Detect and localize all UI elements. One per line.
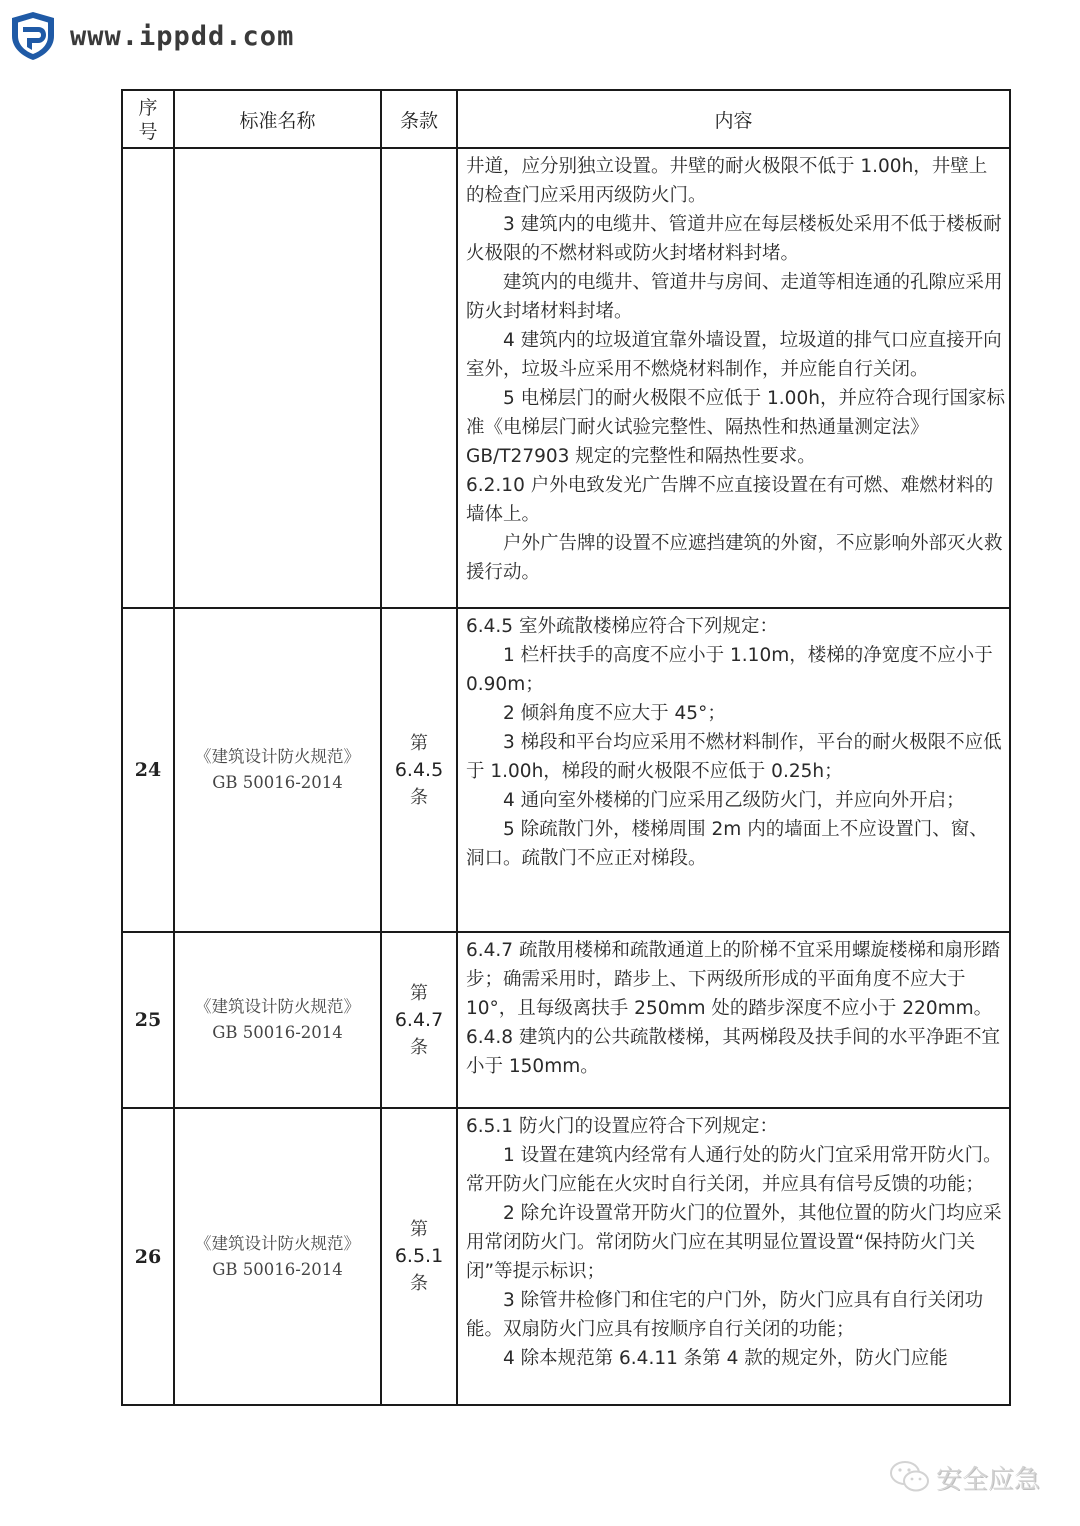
clause-suffix: 条 <box>410 1273 428 1294</box>
content-paragraph: 6.4.5 室外疏散楼梯应符合下列规定： <box>466 616 778 637</box>
header-serial-line2: 号 <box>138 121 158 143</box>
cell-serial-number: 24 <box>122 608 174 932</box>
content-paragraph: 2 倾斜角度不应大于 45°； <box>503 703 726 724</box>
table-row-26 <box>122 1108 1010 1405</box>
standard-title: 《建筑设计防火规范》 <box>195 997 360 1016</box>
clause-number: 6.5.1 <box>394 1245 444 1267</box>
header-content: 内容 <box>457 90 1010 148</box>
cell-clause <box>381 1108 457 1405</box>
header-standard-name: 标准名称 <box>174 90 381 148</box>
wechat-icon <box>888 1458 932 1496</box>
clause-prefix: 第 <box>410 732 428 754</box>
clause-prefix: 第 <box>410 1219 428 1240</box>
content-paragraph: 井道，应分别独立设置。井壁的耐火极限不低于 1.00h，井壁上的检查门应采用丙级防火门。 <box>466 156 988 206</box>
standard-title: 《建筑设计防火规范》 <box>195 1233 360 1253</box>
content-paragraph: 2 除允许设置常开防火门的位置外，其他位置的防火门均应采用常闭防火门。常闭防火门应在其明显位置设置“保持防火门关闭”等提示标识； <box>466 1203 1002 1282</box>
cell-serial-number: 25 <box>122 932 174 1108</box>
cell-clause <box>381 932 457 1108</box>
table-row-continued <box>122 148 1010 608</box>
clause-number: 6.4.5 <box>394 758 444 781</box>
standard-code: GB 50016-2014 <box>212 773 343 792</box>
cell-content <box>457 932 1010 1108</box>
table-row-25 <box>122 932 1010 1108</box>
cell-standard-name <box>174 1108 381 1405</box>
watermark-text: 安全应急 <box>936 1464 1041 1495</box>
header-serial-line1: 序 <box>138 97 158 119</box>
content-paragraph: 5 电梯层门的耐火极限不应低于 1.00h，并应符合现行国家标准《电梯层门耐火试验完整性、隔热性和热通量测定法》GB/T27903 规定的完整性和隔热性要求。 <box>466 388 1005 467</box>
cell-serial-number: 26 <box>122 1108 174 1405</box>
content-paragraph: 6.5.1 防火门的设置应符合下列规定： <box>466 1116 778 1137</box>
content-paragraph: 户外广告牌的设置不应遮挡建筑的外窗，不应影响外部灭火救援行动。 <box>466 533 1003 583</box>
cell-serial-number <box>122 148 174 608</box>
content-paragraph: 1 栏杆扶手的高度不应小于 1.10m，楼梯的净宽度不应小于 0.90m； <box>466 645 993 695</box>
table-header-row <box>122 90 1010 148</box>
cell-content <box>457 148 1010 608</box>
clause-prefix: 第 <box>410 982 428 1004</box>
cell-clause <box>381 148 457 608</box>
header-serial-number <box>122 90 174 148</box>
standard-code: GB 50016-2014 <box>212 1023 343 1042</box>
standard-title: 《建筑设计防火规范》 <box>195 747 360 766</box>
content-paragraph: 4 建筑内的垃圾道宜靠外墙设置，垃圾道的排气口应直接开向室外，垃圾斗应采用不燃烧材料制作，并应能自行关闭。 <box>466 330 1002 380</box>
clause-suffix: 条 <box>410 1036 428 1058</box>
content-paragraph: 建筑内的电缆井、管道井与房间、走道等相连通的孔隙应采用防火封堵材料封堵。 <box>466 272 1003 322</box>
site-header <box>8 10 294 62</box>
content-paragraph: 6.2.10 户外电致发光广告牌不应直接设置在有可燃、难燃材料的墙体上。 <box>466 475 994 525</box>
standard-code: GB 50016-2014 <box>212 1259 343 1279</box>
content-paragraph: 3 建筑内的电缆井、管道井应在每层楼板处采用不低于楼板耐火极限的不燃材料或防火封堵材料封堵。 <box>466 214 1002 264</box>
content-paragraph: 6.4.8 建筑内的公共疏散楼梯，其两梯段及扶手间的水平净距不宜小于 150mm。 <box>466 1027 1000 1077</box>
content-paragraph: 4 除本规范第 6.4.11 条第 4 款的规定外，防火门应能 <box>503 1348 948 1369</box>
clause-number: 6.4.7 <box>394 1008 444 1031</box>
clause-suffix: 条 <box>410 786 428 808</box>
content-paragraph: 1 设置在建筑内经常有人通行处的防火门宜采用常开防火门。常开防火门应能在火灾时自行关闭，并应具有信号反馈的功能； <box>466 1145 1002 1195</box>
shield-logo-icon <box>8 10 58 62</box>
cell-content <box>457 608 1010 932</box>
cell-standard-name <box>174 608 381 932</box>
table-row-24 <box>122 608 1010 932</box>
standards-table <box>121 89 1011 1406</box>
header-clause: 条款 <box>381 90 457 148</box>
wechat-watermark <box>888 1458 1040 1496</box>
cell-clause <box>381 608 457 932</box>
content-paragraph: 5 除疏散门外，楼梯周围 2m 内的墙面上不应设置门、窗、洞口。疏散门不应正对梯段。 <box>466 819 988 869</box>
site-url[interactable]: www.ippdd.com <box>70 20 295 52</box>
cell-content <box>457 1108 1010 1405</box>
content-paragraph: 3 除管井检修门和住宅的户门外，防火门应具有自行关闭功能。双扇防火门应具有按顺序自行关闭的功能； <box>466 1290 984 1340</box>
content-paragraph: 3 梯段和平台均应采用不燃材料制作，平台的耐火极限不应低于 1.00h，梯段的耐火极限不应低于 0.25h； <box>466 732 1002 782</box>
cell-standard-name <box>174 932 381 1108</box>
content-paragraph: 4 通向室外楼梯的门应采用乙级防火门，并应向外开启； <box>503 790 965 811</box>
cell-standard-name <box>174 148 381 608</box>
content-paragraph: 6.4.7 疏散用楼梯和疏散通道上的阶梯不宜采用螺旋楼梯和扇形踏步；确需采用时，踏步上、下两级所形成的平面角度不应大于 10°，且每级离扶手 250mm 处的踏步深度不应小于 220mm。 <box>466 940 1000 1019</box>
